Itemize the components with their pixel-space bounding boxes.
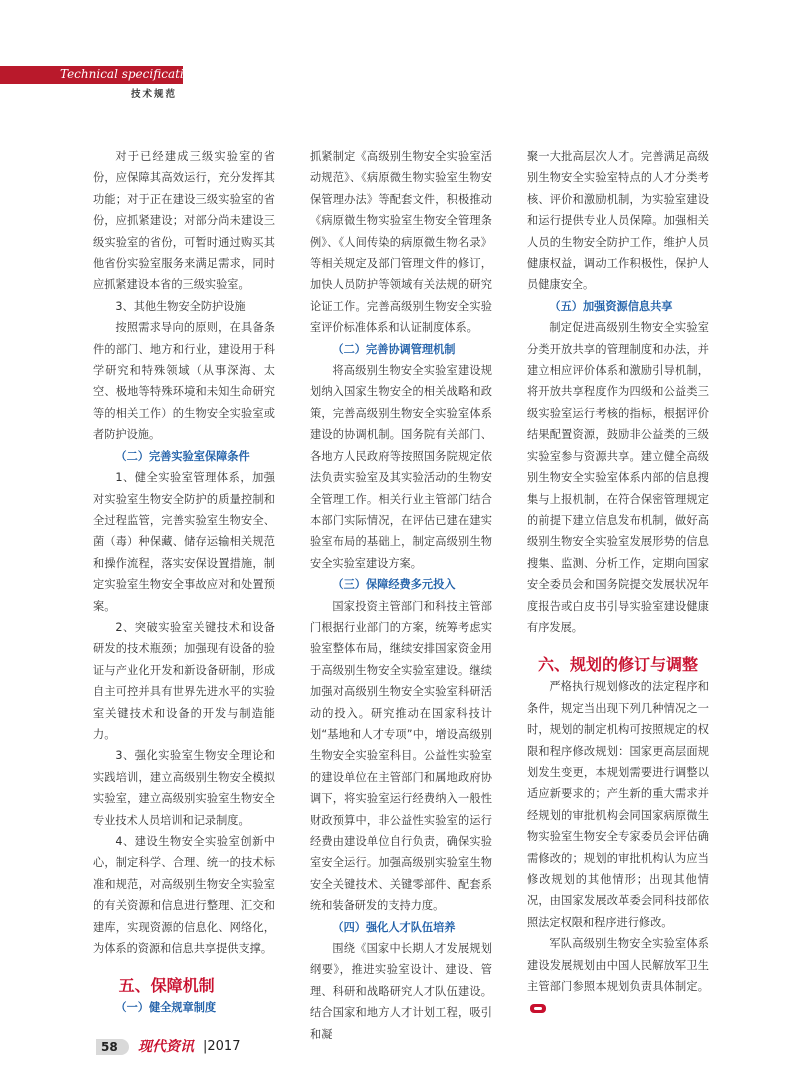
paragraph: 将高级别生物安全实验室建设规划纳入国家生物安全的相关战略和政策，完善高级别生物安全实验室体系建设的协调机制。国务院有关部门、各地方人民政府等按照国务院规定依法负责实验室及其实验活动的生物安全管理工作。相关行业主管部门结合本部门实际情况，在评估已建在建实验室布局的基础上，制定高级别生物安全实验室建设方案。 — [310, 364, 492, 570]
header-english-title: Technical specifications — [60, 67, 205, 81]
page-number: 58 — [101, 1040, 118, 1054]
subsection-heading: （二）完善协调管理机制 — [332, 342, 456, 356]
subsection-heading: （五）加强资源信息共享 — [549, 299, 673, 313]
header-chinese-title: 技术规范 — [131, 89, 178, 100]
section-heading: 六、规划的修订与调整 — [537, 655, 698, 675]
paragraph: 对于已经建成三级实验室的省份，应保障其高效运行，充分发挥其功能；对于正在建设三级实验室的省份，应抓紧建设；对部分尚未建设三级实验室的省份，可暂时通过购买其他省份实验室服务来满足需求，同时应抓紧建设本省的三级实验室。 — [93, 150, 275, 292]
subsection-heading: （三）保障经费多元投入 — [332, 578, 456, 592]
subsection-heading: （二）完善实验室保障条件 — [115, 449, 250, 463]
issue-year: |2017 — [203, 1039, 241, 1054]
paragraph: 按照需求导向的原则，在具备条件的部门、地方和行业，建设用于科学研究和特殊领域（从事深海、太空、极地等特殊环境和未知生命研究等的相关工作）的生物安全实验室或者防护设施。 — [93, 321, 275, 442]
paragraph — [527, 933, 709, 1019]
paragraph-text: 军队高级别生物安全实验室体系建设发展规划由中国人民解放军卫生主管部门参照本规划负责具体制定。 — [527, 937, 709, 994]
paragraph: 国家投资主管部门和科技主管部门根据行业部门的方案，统筹考虑实验室整体布局，继续安排国家资金用于高级别生物安全实验室建设。继续加强对高级别生物安全实验室科研活动的投入。研究推动在国家科技计划“基地和人才专项”中，增设高级别生物安全实验室科目。公益性实验室的建设单位在主管部门和属地政府协调下，将实验室运行经费纳入一般性财政预算中，非公益性实验室的运行经费由建设单位自行负责，确保实验室安全运行。加强高级别实验室生物安全关键技术、关键零部件、配套系统和装备研发的支持力度。 — [310, 599, 492, 913]
end-mark-icon — [530, 1004, 546, 1013]
paragraph: 3、其他生物安全防护设施 — [115, 299, 246, 313]
text-column-3 — [527, 146, 709, 1019]
paragraph: 制定促进高级别生物安全实验室分类开放共享的管理制度和办法，并建立相应评价体系和激励引导机制，将开放共享程度作为四级和公益类三级实验室运行考核的指标，根据评价结果配置资源，鼓励非公益类的三级实验室参与资源共享。建立健全高级别生物安全实验室体系内部的信息搜集与上报机制，在符合保密管理规定的前提下建立信息发布机制，做好高级别生物安全实验室发展形势的信息搜集、监测、分析工作，定期向国家安全委员会和国务院提交发展状况年度报告或白皮书引导实验室建设健康有序发展。 — [527, 321, 709, 634]
subsection-heading: （一）健全规章制度 — [115, 1001, 217, 1015]
paragraph: 4、建设生物安全实验室创新中心，制定科学、合理、统一的技术标准和规范，对高级别生物安全实验室的有关资源和信息进行整理、汇交和建库，实现资源的信息化、网络化，为体系的资源和信息共享提供支撑。 — [93, 835, 275, 956]
subsection-heading: （四）强化人才队伍培养 — [332, 920, 456, 934]
text-column-1 — [93, 146, 275, 1019]
paragraph: 聚一大批高层次人才。完善满足高级别生物安全实验室特点的人才分类考核、评价和激励机制，为实验室建设和运行提供专业人员保障。加强相关人员的生物安全防护工作，维护人员健康权益，调动工作积极性，保护人员健康安全。 — [527, 150, 709, 292]
paragraph: 3、强化实验室生物安全理论和实践培训，建立高级别生物安全模拟实验室，建立高级别实验室生物安全专业技术人员培训和记录制度。 — [93, 749, 275, 827]
paragraph: 围绕《国家中长期人才发展规划纲要》，推进实验室设计、建设、管理、科研和战略研究人才队伍建设。结合国家和地方人才计划工程，吸引和凝 — [310, 942, 492, 1041]
magazine-logo: 现代资讯 — [138, 1039, 194, 1055]
paragraph: 1、健全实验室管理体系，加强对实验室生物安全防护的质量控制和全过程监管，完善实验室生物安全、菌（毒）种保藏、储存运输相关规范和操作流程，落实安保设置措施，制定实验室生物安全事故应对和处置预案。 — [93, 471, 275, 613]
paragraph: 2、突破实验室关键技术和设备研发的技术瓶颈；加强现有设备的验证与产业化开发和新设备研制，形成自主可控并具有世界先进水平的实验室关键技术和设备的开发与制造能力。 — [93, 620, 275, 741]
paragraph: 抓紧制定《高级别生物安全实验室活动规范》、《病原微生物实验室生物安保管理办法》等配套文件，积极推动《病原微生物实验室生物安全管理条例》、《人间传染的病原微生物名录》等相关规定及部门管理文件的修订，加快人员防护等领域有关法规的研究论证工作。完善高级别生物安全实验室评价标准体系和认证制度体系。 — [310, 150, 492, 335]
text-column-2 — [310, 146, 492, 1045]
issue-year-value: 2017 — [207, 1039, 241, 1054]
paragraph: 严格执行规划修改的法定程序和条件，规定当出现下列几种情况之一时，规划的制定机构可按照规定的权限和程序修改规划：国家更高层面规划发生变更，本规划需要进行调整以适应新要求的；产生新的重大需求并经规划的审批机构会同国家病原微生物实验室生物安全专家委员会评估确需修改的；规划的审批机构认为应当修改规划的其他情形；出现其他情况，由国家发展改革委会同科技部依照法定权限和程序进行修改。 — [527, 680, 709, 929]
section-heading: 五、保障机制 — [118, 976, 215, 996]
